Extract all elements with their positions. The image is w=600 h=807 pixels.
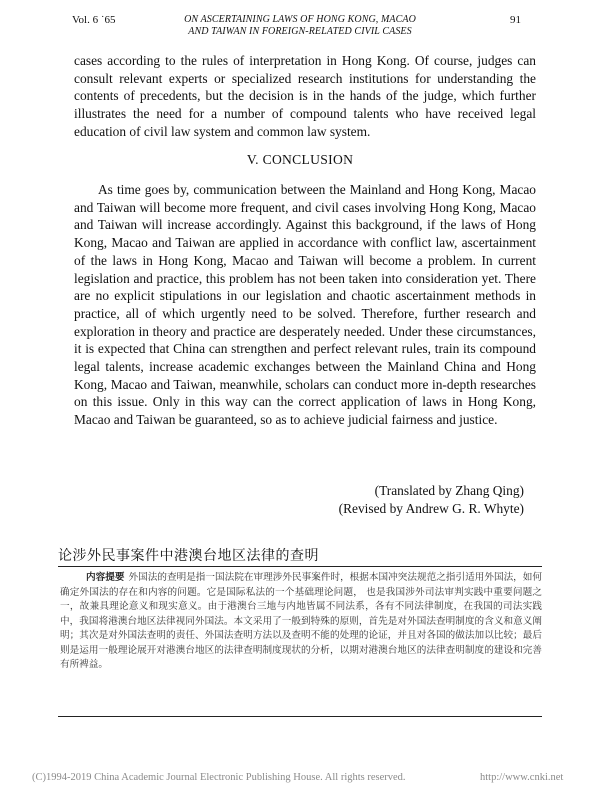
running-title-line-2: AND TAIWAN IN FOREIGN-RELATED CIVIL CASES [188, 26, 412, 37]
footer-url[interactable]: http://www.cnki.net [480, 772, 564, 783]
section-heading: V. CONCLUSION [246, 152, 354, 167]
volume-label: Vol. 6 ˙65 [72, 14, 116, 26]
abstract-text: 外国法的查明是指一国法院在审理涉外民事案件时，根据本国冲突法规范之指引适用外国法，如何确定外国法的存在和内容的问题。它是国际私法的一个基础理论问题， 也是我国涉外司法审判实践中重要问题之一，故兼具理论意义和现实意义。由于港澳台三地与内地皆属不同法系，各有不同法律制度，在我国的司法实践中，我国将港澳台地区法律视同外国法。本文采用了一般到特殊的原则，首先是对外国法查明制度的含义和意义阐明；其次是对外国法查明的责任、外国法查明方法以及查明不能的处理的论证，并且对各国的做法加以比较；最后则是运用一般理论展开对港澳台地区的法律查明制度现状的分析，以期对港澳台地区的法律查明制度的建设和完善有所裨益。 [60, 572, 543, 670]
abstract-bottom-rule [58, 716, 542, 717]
chinese-title: 论涉外民事案件中港澳台地区法律的查明 [58, 548, 319, 564]
reviser-credit: (Revised by Andrew G. R. Whyte) [338, 501, 524, 516]
body-paragraph-1: cases according to the rules of interpretation in Hong Kong. Of course, judges can consult relevant experts or specialized research institutions for understanding the contents of precedents, but the decision is in the hands of the judge, which further illustrates the need for a number of compound talents who have received legal education of civil law system and common law system. [74, 53, 536, 139]
page-number: 91 [510, 14, 521, 26]
abstract-top-rule [58, 566, 542, 567]
abstract-label: 内容提要 [86, 572, 125, 583]
page-footer [0, 772, 600, 788]
chinese-abstract [60, 571, 542, 673]
translation-credits [339, 482, 524, 518]
running-title [170, 14, 430, 38]
body-paragraph-2: As time goes by, communication between the Mainland and Hong Kong, Macao and Taiwan will become more frequent, and civil cases involving Hong Kong, Macao and Taiwan will increase accordingly. Against this background, if the laws of Hong Kong, Macao and Taiwan are applied in accordance with conflict law, ascertainment of the laws in Hong Kong, Macao and Taiwan will become a problem. In current legislation and practice, this problem has not been taken into consideration yet. There are no explicit stipulations in our legislation and chaotic ascertainment methods in practice, all of which urgently need to be solved. Therefore, further research and exploration in theory and practice are desperately needed. Under these circumstances, it is expected that China can strengthen and perfect relevant rules, train its compound legal talents, increase academic exchanges between the Mainland China and Hong Kong, Macao and Taiwan, meanwhile, scholars can conduct more in-depth researches on this issue. Only in this way can the correct application of laws in Hong Kong, Macao and Taiwan be guaranteed, so as to achieve judicial fairness and justice. [74, 182, 536, 428]
running-title-line-1: ON ASCERTAINING LAWS OF HONG KONG, MACAO [184, 14, 416, 25]
copyright-notice: (C)1994-2019 China Academic Journal Electronic Publishing House. All rights reserved. [32, 772, 406, 783]
translator-credit: (Translated by Zhang Qing) [374, 483, 524, 498]
running-header [0, 14, 600, 44]
